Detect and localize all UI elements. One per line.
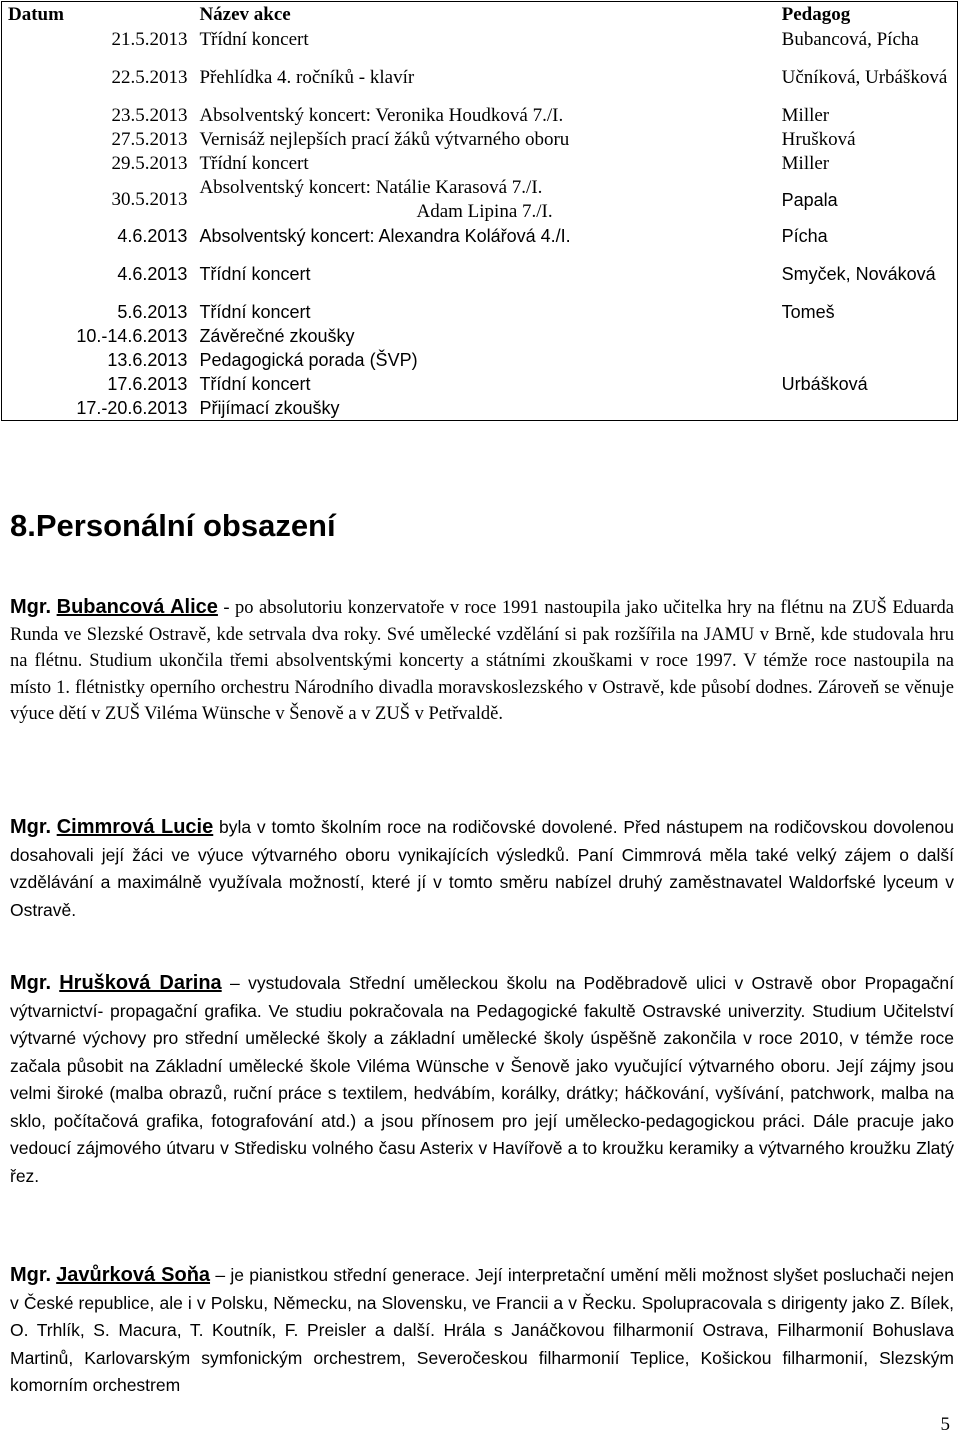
header-name: Název akce (199, 4, 291, 25)
cell-teacher: Učníková, Urbášková (781, 67, 948, 88)
cell-teacher: Papala (781, 190, 838, 210)
cell-teacher: Pícha (781, 226, 828, 246)
cell-date: 4.6.2013 (117, 264, 188, 284)
cell-date: 17.6.2013 (107, 374, 188, 394)
cell-teacher: Tomeš (781, 302, 835, 322)
header-date: Datum (8, 4, 64, 25)
staff-name: Bubancová Alice (56, 596, 218, 618)
cell-date: 21.5.2013 (111, 29, 188, 50)
page-number: 5 (940, 1414, 950, 1435)
table-row (2, 224, 958, 248)
cell-teacher: Hrušková (781, 129, 856, 150)
cell-date: 13.6.2013 (107, 350, 188, 370)
staff-title: Mgr. (10, 816, 52, 838)
cell-date: 5.6.2013 (117, 302, 188, 322)
staff-paragraph-hruskova (10, 970, 954, 1190)
staff-text: byla v tomto školním roce na rodičovské dovolené. Před nástupem na rodičovskou dovolenou dosahovali její žáci ve výuce výtvarného oboru vynikajících výsledků. Paní Cimmrová měla také velký zájem o další vzdělávání a maximálně využívala možností, které jí v tomto směru nabízel druhý zaměstnavatel Waldorfské lyceum v Ostravě. (10, 817, 954, 920)
table-row (2, 300, 958, 324)
cell-teacher (776, 348, 958, 372)
table-row (2, 348, 958, 372)
cell-teacher: Urbášková (781, 374, 868, 394)
staff-title: Mgr. (10, 596, 52, 618)
cell-name: Třídní koncert (199, 374, 311, 394)
cell-name: Závěrečné zkoušky (199, 326, 355, 346)
table-row (2, 372, 958, 396)
staff-paragraph-javurkova (10, 1262, 954, 1400)
staff-title: Mgr. (10, 1264, 52, 1286)
table-row (2, 396, 958, 421)
cell-teacher: Bubancová, Pícha (781, 29, 919, 50)
cell-name: Přijímací zkoušky (199, 398, 340, 418)
cell-teacher: Miller (781, 105, 830, 126)
cell-name (193, 176, 775, 224)
table-row (2, 324, 958, 348)
cell-date: 10.-14.6.2013 (76, 326, 188, 346)
table-row (2, 248, 958, 300)
table-row (2, 128, 958, 152)
header-teacher: Pedagog (781, 4, 851, 25)
cell-name: Absolventský koncert: Veronika Houdková 7./I. (199, 105, 564, 126)
table-row (2, 104, 958, 128)
events-table (1, 1, 958, 421)
table-row (2, 28, 958, 52)
table-row (2, 52, 958, 104)
cell-name: Absolventský koncert: Alexandra Kolářová 4./I. (199, 226, 571, 246)
staff-name: Cimmrová Lucie (56, 816, 214, 838)
cell-date: 17.-20.6.2013 (76, 398, 188, 418)
cell-name: Přehlídka 4. ročníků - klavír (199, 67, 415, 88)
cell-date: 27.5.2013 (111, 129, 188, 150)
staff-title: Mgr. (10, 972, 52, 994)
cell-teacher (776, 324, 958, 348)
table-header-row (2, 2, 958, 29)
table-row (2, 152, 958, 176)
staff-text: – vystudovala Střední uměleckou školu na Poděbradově ulici v Ostravě obor Propagační výtvarnictví- propagační grafika. Ve studiu pokračovala na Pedagogické fakultě Ostravské univerzity. Studium Učitelství výtvarné výchovy pro střední umělecké školy a základní umělecké školy úspěšně zakončila v roce 2010, v témže roce začala působit na Základní umělecké škole Viléma Wünsche v Šenově jako vyučující výtvarného oboru. Její zájmy jsou velmi široké (malba obrazů, ruční práce s textilem, hedvábím, korálky, drátky; háčkování, vyšívání, patchwork, malba na sklo, počítačová grafika, fotografování atd.) a jsou přínosem pro její umělecko-pedagogickou práci. Dále pracuje jako vedoucí zájmového útvaru v Středisku volného času Asterix v Havířově a to kroužku keramiky a výtvarného kroužku Zlatý řez. (10, 973, 955, 1186)
cell-date: 30.5.2013 (111, 189, 188, 210)
cell-name-line1: Absolventský koncert: Natálie Karasová 7./I. (199, 177, 543, 198)
staff-paragraph-cimmrova (10, 814, 954, 924)
cell-name: Pedagogická porada (ŠVP) (199, 350, 418, 370)
table-row (2, 176, 958, 224)
cell-name: Třídní koncert (199, 264, 311, 284)
cell-teacher: Miller (781, 153, 830, 174)
section-heading: 8.Personální obsazení (10, 508, 336, 543)
cell-name: Třídní koncert (199, 302, 311, 322)
staff-text: – je pianistkou střední generace. Její interpretační umění měli možnost slyšet posluchači nejen v České republice, ale i v Polsku, Německu, na Slovensku, ve Francii a v Řecku. Spolupracovala s dirigenty jako Z. Bílek, O. Trhlík, S. Macura, T. Koutník, F. Preisler a další. Hrála s Janáčkovou filharmonií Ostrava, Filharmonií Bohuslava Martinů, Karlovarským symfonickým orchestrem, Severočeskou filharmonií Teplice, Košickou filharmonií, Slezským komorním orchestrem (10, 1265, 954, 1395)
cell-date: 23.5.2013 (111, 105, 188, 126)
staff-name: Javůrková Soňa (56, 1264, 211, 1286)
cell-name-line2: Adam Lipina 7./I. (416, 201, 553, 222)
staff-name: Hrušková Darina (59, 972, 222, 994)
cell-teacher: Smyček, Nováková (781, 264, 936, 284)
cell-date: 29.5.2013 (111, 153, 188, 174)
staff-paragraph-bubancova (10, 594, 954, 728)
cell-teacher (776, 396, 958, 421)
cell-date: 4.6.2013 (117, 226, 188, 246)
cell-date: 22.5.2013 (111, 67, 188, 88)
staff-text: - po absolutoriu konzervatoře v roce 1991 nastoupila jako učitelka hry na flétnu na ZUŠ Eduarda Runda ve Slezské Ostravě, kde setrvala dva roky. Své umělecké vzdělání si pak rozšířila na JAMU v Brně, kde studovala hru na flétnu. Studium ukončila třemi absolventskými koncerty a státními zkouškami v roce 1997. V témže roce nastoupila na místo 1. flétnistky operního orchestru Národního divadla moravskoslezského v Ostravě, kde působí dodnes. Zároveň se věnuje výuce dětí v ZUŠ Viléma Wünsche v Šenově a v ZUŠ v Petřvaldě. (10, 598, 955, 724)
cell-name: Vernisáž nejlepších prací žáků výtvarného oboru (199, 129, 570, 150)
cell-name: Třídní koncert (199, 29, 309, 50)
cell-name: Třídní koncert (199, 153, 309, 174)
